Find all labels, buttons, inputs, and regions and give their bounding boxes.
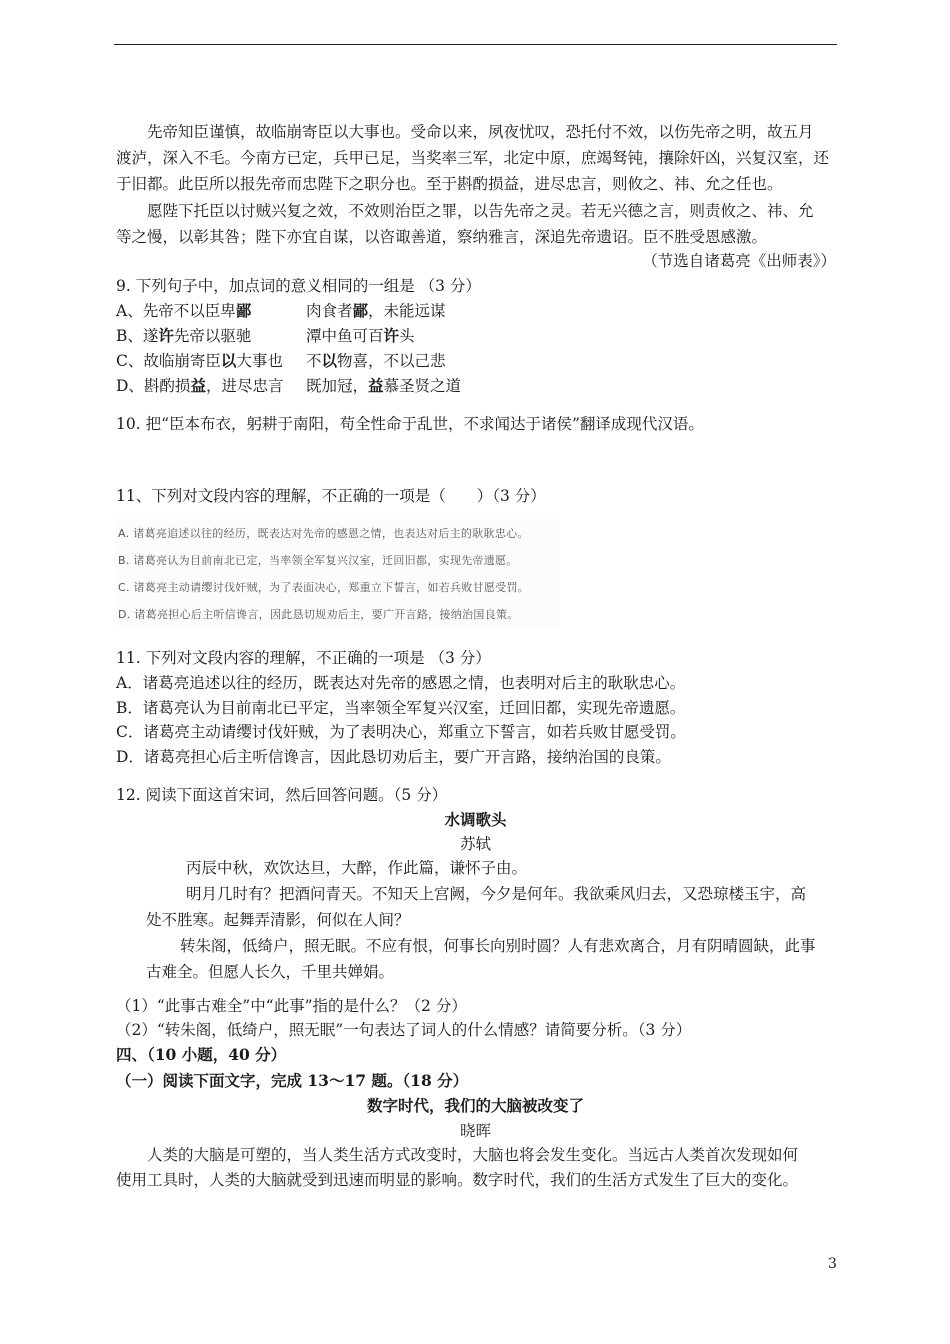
q9-option-a: A、先帝不以臣卑鄙 肉食者鄙，未能远谋 <box>116 301 446 320</box>
article-line: 使用工具时，人类的大脑就受到迅速而明显的影响。数字时代，我们的生活方式发生了巨大的变化。 <box>116 1171 799 1189</box>
image-option-a: A. 诸葛亮追述以往的经历，既表达对先帝的感恩之情，也表达对后主的耿耿忠心。 <box>118 527 529 540</box>
question-9: 9. 下列句子中，加点词的意义相同的一组是 （3 分） <box>116 277 481 295</box>
image-option-c: C. 诸葛亮主动请缨讨伐奸贼，为了表面决心，郑重立下誓言，如若兵败甘愿受罚。 <box>118 581 530 594</box>
image-option-d: D. 诸葛亮担心后主听信谗言，因此恳切规劝后主，要广开言路，接纳治国良策。 <box>118 608 519 621</box>
article-title: 数字时代，我们的大脑被改变了 <box>366 1096 584 1115</box>
q9-option-b: B、遂许先帝以驱驰 潭中鱼可百许头 <box>116 326 415 345</box>
poem-line: 转朱阁，低绮户，照无眠。不应有恨，何事长向别时圆？人有悲欢离合，月有阴晴圆缺，此事 <box>180 937 816 955</box>
poem-author: 苏轼 <box>459 835 491 853</box>
poem-preface: 丙辰中秋，欢饮达旦，大醉，作此篇，谦怀子由。 <box>186 859 528 877</box>
q11-option-b: B．诸葛亮认为目前南北已平定，当率领全军复兴汉室，迁回旧都，实现先帝遗愿。 <box>116 699 686 717</box>
header-rule <box>114 44 837 45</box>
question-11-heading: 11、下列对文段内容的理解，不正确的一项是（ ）（3 分） <box>116 487 546 505</box>
page-number: 3 <box>828 1256 837 1272</box>
q11-option-d: D．诸葛亮担心后主听信谗言，因此恳切劝后主，要广开言路，接纳治国的良策。 <box>116 748 671 766</box>
question-10: 10. 把“臣本布衣，躬耕于南阳，苟全性命于乱世，不求闻达于诸侯”翻译成现代汉语。 <box>116 415 704 433</box>
image-option-b: B. 诸葛亮认为目前南北已定，当率领全军复兴汉室，迁回旧都，实现先帝遗愿。 <box>118 554 518 567</box>
article-author: 晓晖 <box>459 1122 491 1140</box>
poem-line: 明月几时有？把酒问青天。不知天上宫阙，今夕是何年。我欲乘风归去，又恐琼楼玉宇，高 <box>186 885 807 903</box>
question-11: 11. 下列对文段内容的理解，不正确的一项是 （3 分） <box>116 649 491 667</box>
passage-source: （节选自诸葛亮《出师表》） <box>642 252 836 270</box>
section-4-part-1-heading: （一）阅读下面文字，完成 13～17 题。（18 分） <box>116 1071 469 1090</box>
question-12-1: （1）“此事古难全”中“此事”指的是什么？（2 分） <box>116 997 467 1015</box>
article-line: 人类的大脑是可塑的，当人类生活方式改变时，大脑也将会发生变化。当远古人类首次发现如何 <box>147 1146 799 1164</box>
passage-line: 等之慢，以彰其咎；陛下亦宜自谋，以咨诹善道，察纳雅言，深追先帝遗诏。臣不胜受恩感激。 <box>116 228 768 246</box>
q9-option-c: C、故临崩寄臣以大事也 不以物喜，不以己悲 <box>116 351 446 370</box>
q9-option-d: D、斟酌损益，进尽忠言 既加冠，益慕圣贤之道 <box>116 376 462 395</box>
poem-line: 古难全。但愿人长久，千里共婵娟。 <box>146 963 395 981</box>
q11-option-c: C．诸葛亮主动请缨讨伐奸贼，为了表明决心，郑重立下誓言，如若兵败甘愿受罚。 <box>116 723 686 741</box>
passage-line: 于旧都。此臣所以报先帝而忠陛下之职分也。至于斟酌损益，进尽忠言，则攸之、祎、允之任也。 <box>116 175 783 193</box>
passage-line: 先帝知臣谨慎，故临崩寄臣以大事也。受命以来，夙夜忧叹，恐托付不效，以伤先帝之明，故五月 <box>147 123 814 141</box>
poem-line: 处不胜寒。起舞弄清影，何似在人间？ <box>146 911 410 929</box>
question-12-2: （2）“转朱阁，低绮户，照无眠”一句表达了词人的什么情感？请简要分析。（3 分） <box>116 1021 692 1039</box>
question-12: 12. 阅读下面这首宋词，然后回答问题。（5 分） <box>116 786 448 804</box>
scanned-options-image <box>114 519 560 629</box>
section-4-heading: 四、（10 小题，40 分） <box>116 1045 287 1064</box>
poem-title: 水调歌头 <box>444 810 507 829</box>
passage-line: 渡泸，深入不毛。今南方已定，兵甲已足，当奖率三军，北定中原，庶竭驽钝，攘除奸凶，兴复汉室，还 <box>116 149 830 167</box>
q11-option-a: A．诸葛亮追述以往的经历，既表达对先帝的感恩之情，也表明对后主的耿耿忠心。 <box>116 674 686 692</box>
passage-line: 愿陛下托臣以讨贼兴复之效，不效则治臣之罪，以告先帝之灵。若无兴德之言，则责攸之、祎、允 <box>147 202 814 220</box>
